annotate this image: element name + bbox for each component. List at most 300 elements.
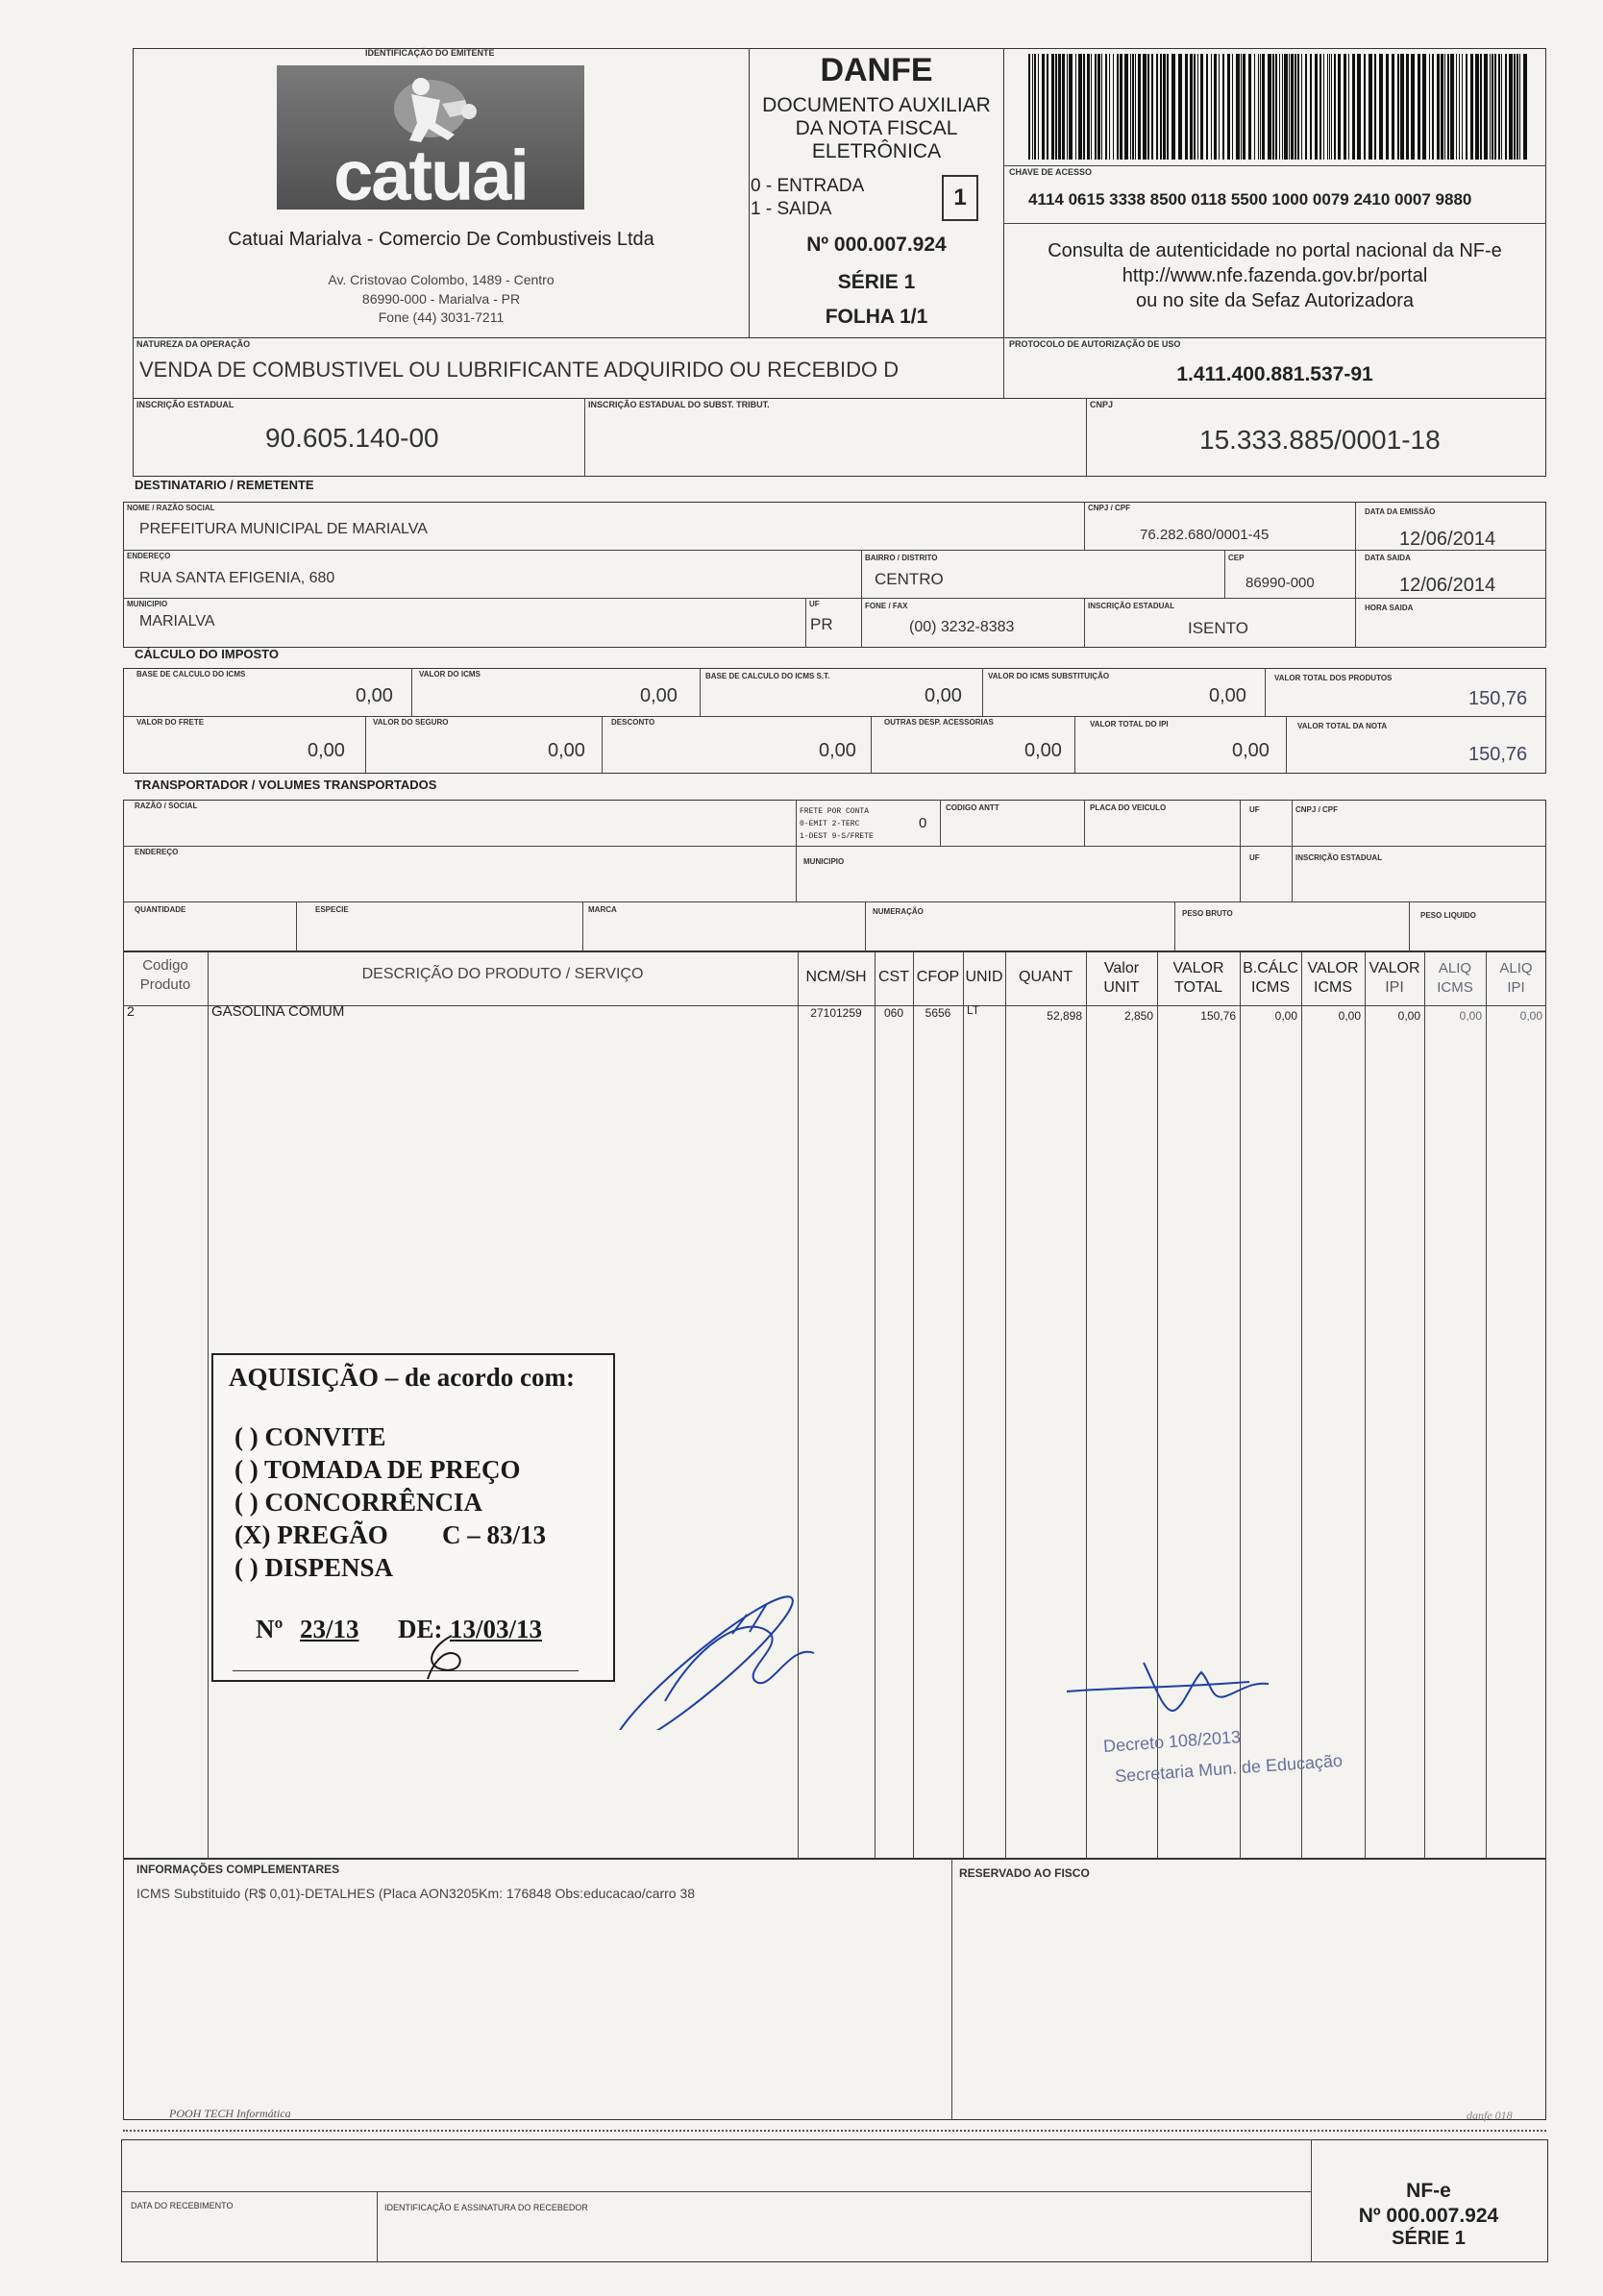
tr-v8	[865, 901, 866, 951]
barcode-bar	[1178, 54, 1182, 160]
barcode-bar	[1101, 54, 1102, 160]
h-bcalc-1: B.CÁLC	[1243, 960, 1298, 976]
barcode-bar	[1444, 54, 1445, 160]
ie-label: INSCRIÇÃO ESTADUAL	[136, 400, 234, 409]
barcode-bar	[1120, 54, 1122, 160]
tr-placa-label: PLACA DO VEICULO	[1090, 803, 1167, 812]
ie-subst-label: INSCRIÇÃO ESTADUAL DO SUBST. TRIBUT.	[588, 400, 770, 409]
logo-text: catuai	[333, 136, 528, 215]
row-codigo: 2	[127, 1003, 135, 1019]
stamp-de: DE:	[398, 1615, 443, 1643]
signature-2-icon	[1057, 1653, 1307, 1730]
total-nota: 150,76	[1468, 744, 1528, 765]
base-icms-label: BASE DE CALCULO DO ICMS	[136, 670, 246, 679]
ie-sep1	[584, 398, 585, 477]
barcode-bar	[1130, 54, 1131, 160]
barcode-bar	[1258, 54, 1259, 160]
barcode-bar	[1315, 54, 1318, 160]
row-vipi: 0,00	[1397, 1009, 1420, 1023]
row-vunit: 2,850	[1123, 1009, 1153, 1023]
barcode-bar	[1211, 54, 1212, 160]
dest-cep-label: CEP	[1228, 554, 1245, 562]
danfe-tipo: 1	[953, 185, 967, 210]
barcode-bar	[1151, 54, 1153, 160]
barcode-bar	[1105, 54, 1107, 160]
barcode-bar	[1406, 54, 1409, 160]
barcode-bar	[1484, 54, 1488, 160]
barcode-bar	[1219, 54, 1220, 160]
frete-label: VALOR DO FRETE	[136, 718, 205, 727]
h-vipi-1: VALOR	[1369, 960, 1420, 976]
consulta-3: ou no site da Sefaz Autorizadora	[1135, 290, 1415, 311]
valor-icms: 0,00	[640, 685, 678, 706]
dest-fone: (00) 3232-8383	[909, 619, 1015, 635]
base-st-label: BASE DE CALCULO DO ICMS S.T.	[705, 672, 830, 680]
barcode-bar	[1319, 54, 1321, 160]
barcode-bar	[1232, 54, 1233, 160]
barcode	[1028, 54, 1528, 160]
ie-value: 90.605.140-00	[265, 423, 439, 453]
barcode-bar	[1167, 54, 1169, 160]
barcode-bar	[1492, 54, 1493, 160]
barcode-bar	[1450, 54, 1454, 160]
imp-v1	[411, 668, 412, 716]
canhoto-v1	[377, 2191, 378, 2262]
barcode-bar	[1034, 54, 1036, 160]
tr-frete-3: 1-DEST 9-S/FRETE	[800, 832, 874, 841]
row-aicms: 0,00	[1459, 1009, 1482, 1023]
dest-hora-label: HORA SAIDA	[1365, 604, 1414, 612]
barcode-bar	[1028, 54, 1030, 160]
barcode-bar	[1091, 54, 1092, 160]
tr-h1	[123, 846, 1546, 847]
chave-label: CHAVE DE ACESSO	[1009, 167, 1093, 177]
emitente-address: Av. Cristovao Colombo, 1489 - Centro	[328, 272, 555, 287]
stamp-line-3: ( ) CONCORRÊNCIA	[234, 1488, 482, 1517]
h-bcalc-2: ICMS	[1251, 979, 1290, 996]
dest-ie-label: INSCRIÇÃO ESTADUAL	[1088, 602, 1175, 610]
tr-v10	[1409, 901, 1410, 951]
barcode-bar	[1429, 54, 1430, 160]
canhoto-data-label: DATA DO RECEBIMENTO	[131, 2201, 234, 2210]
tr-especie-label: ESPECIE	[315, 905, 349, 914]
barcode-bar	[1051, 54, 1054, 160]
dest-cnpj: 76.282.680/0001-45	[1140, 527, 1270, 543]
barcode-bar	[1519, 54, 1520, 160]
barcode-bar	[1459, 54, 1460, 160]
valor-st: 0,00	[1209, 685, 1246, 706]
tr-peso-bruto-label: PESO BRUTO	[1182, 909, 1233, 918]
stamp-line-4b: C – 83/13	[442, 1520, 546, 1549]
barcode-bar	[1494, 54, 1496, 160]
danfe-sub2: DA NOTA FISCAL	[795, 117, 958, 139]
emitente-phone: Fone (44) 3031-7211	[378, 309, 505, 325]
h-ncm: NCM/SH	[805, 969, 867, 985]
imp-v8	[1074, 716, 1075, 774]
barcode-bar	[1400, 54, 1404, 160]
signature-1-icon	[588, 1576, 1030, 1730]
row-cst: 060	[883, 1006, 904, 1020]
barcode-bar	[1327, 54, 1328, 160]
imp-v4	[1265, 668, 1266, 716]
canhoto-h	[121, 2191, 1311, 2192]
dest-v3	[861, 550, 862, 598]
chave-sep2	[1003, 223, 1546, 224]
barcode-bar	[1236, 54, 1240, 160]
dest-endereco-label: ENDEREÇO	[127, 552, 171, 560]
stamp-numero: 23/13	[300, 1615, 359, 1643]
barcode-bar	[1047, 54, 1048, 160]
barcode-bar	[1069, 54, 1073, 160]
imp-v6	[602, 716, 603, 774]
dest-h1	[123, 550, 1546, 551]
natureza-value: VENDA DE COMBUSTIVEL OU LUBRIFICANTE ADQUIRIDO OU RECEBIDO D	[139, 358, 900, 382]
barcode-bar	[1297, 54, 1299, 160]
barcode-bar	[1364, 54, 1366, 160]
barcode-bar	[1301, 54, 1302, 160]
outras-label: OUTRAS DESP. ACESSORIAS	[884, 718, 994, 727]
barcode-bar	[1083, 54, 1085, 160]
tr-endereco-label: ENDEREÇO	[135, 848, 179, 856]
total-nota-label: VALOR TOTAL DA NOTA	[1297, 722, 1388, 730]
imp-v3	[982, 668, 983, 716]
tr-v4	[1240, 800, 1241, 901]
canhoto-numero: Nº 000.007.924	[1358, 2205, 1499, 2227]
h-vipi-2: IPI	[1385, 979, 1404, 996]
dest-v5	[805, 598, 806, 648]
barcode-bar	[1222, 54, 1224, 160]
stamp-line-2: ( ) TOMADA DE PREÇO	[234, 1455, 521, 1484]
emitente-label: IDENTIFICAÇÃO DO EMITENTE	[365, 48, 495, 58]
tr-cnpj-label: CNPJ / CPF	[1295, 805, 1339, 814]
danfe-sub3: ELETRÔNICA	[811, 140, 942, 162]
imp-v2	[700, 668, 701, 716]
tr-uf-label: UF	[1249, 805, 1260, 814]
seguro: 0,00	[548, 740, 585, 761]
h-descricao: DESCRIÇÃO DO PRODUTO / SERVIÇO	[361, 966, 644, 982]
danfe-entrada: 0 - ENTRADA	[751, 176, 865, 196]
catuai-logo	[277, 65, 584, 215]
h-quant: QUANT	[1019, 969, 1073, 985]
row-descricao: GASOLINA COMUM	[211, 1003, 345, 1020]
info-sep	[951, 1859, 952, 2120]
barcode-bar	[1275, 54, 1277, 160]
danfe-folha: FOLHA 1/1	[825, 306, 928, 328]
barcode-bar	[1338, 54, 1341, 160]
barcode-bar	[1087, 54, 1090, 160]
stamp-numero-prefix: Nº	[256, 1615, 284, 1643]
row-vicms: 0,00	[1338, 1009, 1361, 1023]
barcode-bar	[1243, 54, 1245, 160]
col-sep-11	[1365, 951, 1366, 1859]
h-codigo-2: Produto	[139, 976, 191, 993]
consulta-2: http://www.nfe.fazenda.gov.br/portal	[1122, 265, 1428, 286]
info-label: INFORMAÇÕES COMPLEMENTARES	[136, 1863, 340, 1876]
row-quant: 52,898	[1047, 1009, 1082, 1023]
tr-peso-liquido-label: PESO LIQUIDO	[1420, 911, 1476, 920]
signature-icon	[288, 1626, 500, 1684]
barcode-bar	[1124, 54, 1128, 160]
barcode-bar	[1310, 54, 1312, 160]
dest-nome-label: NOME / RAZÃO SOCIAL	[127, 504, 215, 512]
h-vunit-2: UNIT	[1103, 979, 1140, 996]
row-ncm: 27101259	[810, 1006, 862, 1020]
imp-h1	[123, 716, 1546, 717]
chave-sep	[1003, 165, 1546, 166]
tr-v5	[1292, 800, 1293, 901]
valor-st-label: VALOR DO ICMS SUBSTITUIÇÃO	[988, 672, 1110, 680]
barcode-bar	[1078, 54, 1082, 160]
tr-v7	[582, 901, 583, 951]
barcode-bar	[1422, 54, 1426, 160]
tr-v6	[296, 901, 297, 951]
barcode-bar	[1197, 54, 1198, 160]
consulta-1: Consulta de autenticidade no portal nacional da NF-e	[1048, 240, 1502, 261]
dest-ie: ISENTO	[1188, 619, 1248, 637]
barcode-bar	[1498, 54, 1500, 160]
danfe-tipo-box	[942, 175, 978, 221]
tr-frete-value: 0	[919, 815, 927, 831]
barcode-bar	[1462, 54, 1463, 160]
h-codigo-1: Codigo	[142, 957, 188, 974]
canhoto-serie: SÉRIE 1	[1392, 2228, 1466, 2249]
barcode-bar	[1517, 54, 1518, 160]
barcode-bar	[1200, 54, 1203, 160]
barcode-bar	[1262, 54, 1265, 160]
barcode-bar	[1441, 54, 1443, 160]
chave-value: 4114 0615 3338 8500 0118 5500 1000 0079 2410 0007 9880	[1028, 190, 1472, 209]
barcode-bar	[1305, 54, 1307, 160]
barcode-bar	[1156, 54, 1158, 160]
barcode-bar	[1369, 54, 1372, 160]
barcode-bar	[1248, 54, 1251, 160]
barcode-bar	[1331, 54, 1332, 160]
barcode-bar	[1055, 54, 1057, 160]
barcode-bar	[1254, 54, 1255, 160]
dest-uf: PR	[810, 615, 833, 633]
ie-sep2	[1086, 398, 1087, 477]
barcode-bar	[1392, 54, 1394, 160]
barcode-bar	[1042, 54, 1045, 160]
desconto-label: DESCONTO	[611, 718, 655, 727]
tr-marca-label: MARCA	[588, 905, 617, 914]
dest-saida: 12/06/2014	[1399, 575, 1496, 596]
outras: 0,00	[1024, 740, 1062, 761]
barcode-bar	[1418, 54, 1420, 160]
canhoto-nfe: NF-e	[1406, 2180, 1451, 2202]
tr-v1	[796, 800, 797, 901]
total-prod-label: VALOR TOTAL DOS PRODUTOS	[1274, 674, 1393, 682]
stamp-line-4: (X) PREGÃO	[234, 1520, 388, 1549]
h-unid: UNID	[965, 969, 1003, 985]
stamp2-line-2: Secretaria Mun. de Educação	[1114, 1750, 1344, 1787]
dest-v1	[1084, 502, 1085, 550]
tr-v2	[940, 800, 941, 846]
col-sep-12	[1424, 951, 1425, 1859]
barcode-bar	[1279, 54, 1280, 160]
ipi: 0,00	[1232, 740, 1270, 761]
ipi-label: VALOR TOTAL DO IPI	[1090, 720, 1169, 728]
danfe-title: DANFE	[820, 52, 933, 88]
h-aipi-2: IPI	[1507, 979, 1525, 996]
barcode-bar	[1206, 54, 1208, 160]
dest-v7	[1084, 598, 1085, 648]
fisco-label: RESERVADO AO FISCO	[959, 1866, 1090, 1880]
barcode-bar	[1160, 54, 1162, 160]
barcode-bar	[1329, 54, 1330, 160]
dest-v2	[1355, 502, 1356, 648]
tr-razao-label: RAZÃO / SOCIAL	[135, 802, 198, 810]
barcode-bar	[1143, 54, 1147, 160]
barcode-bar	[1291, 54, 1294, 160]
barcode-bar	[1523, 54, 1527, 160]
row-vtotal: 150,76	[1200, 1009, 1236, 1023]
barcode-bar	[1282, 54, 1283, 160]
barcode-bar	[1038, 54, 1039, 160]
barcode-bar	[1138, 54, 1141, 160]
row-bcalc: 0,00	[1274, 1009, 1297, 1023]
imp-v9	[1286, 716, 1287, 774]
barcode-bar	[1374, 54, 1376, 160]
desconto: 0,00	[819, 740, 856, 761]
emitente-name: Catuai Marialva - Comercio De Combustiveis Ltda	[228, 229, 654, 250]
h-aipi-1: ALIQ	[1499, 960, 1533, 976]
barcode-bar	[1466, 54, 1467, 160]
tr-frete-2: 0-EMIT 2-TERC	[800, 820, 860, 828]
h-vunit-1: Valor	[1103, 960, 1140, 976]
tr-ie-label: INSCRIÇÃO ESTADUAL	[1295, 853, 1383, 862]
barcode-bar	[1289, 54, 1290, 160]
stamp-data: 13/03/13	[450, 1615, 543, 1643]
barcode-bar	[1357, 54, 1361, 160]
tr-antt-label: CODIGO ANTT	[946, 803, 999, 812]
footer-right: danfe 018	[1467, 2109, 1513, 2122]
barcode-bar	[1397, 54, 1399, 160]
base-st: 0,00	[925, 685, 962, 706]
cnpj-value: 15.333.885/0001-18	[1199, 425, 1441, 455]
barcode-bar	[1379, 54, 1383, 160]
h-cfop: CFOP	[916, 969, 960, 985]
tr-municipio-label: MUNICIPIO	[803, 857, 845, 866]
col-sep-1	[208, 951, 209, 1859]
frete: 0,00	[308, 740, 345, 761]
emitente-cep: 86990-000 - Marialva - PR	[361, 291, 521, 307]
dest-nome: PREFEITURA MUNICIPAL DE MARIALVA	[139, 521, 428, 537]
barcode-bar	[1447, 54, 1449, 160]
tr-quantidade-label: QUANTIDADE	[135, 905, 186, 914]
barcode-bar	[1095, 54, 1097, 160]
barcode-bar	[1470, 54, 1473, 160]
stamp2-line-1: Decreto 108/2013	[1102, 1727, 1242, 1756]
dest-cnpj-label: CNPJ / CPF	[1088, 504, 1131, 512]
barcode-bar	[1067, 54, 1068, 160]
imposto-section: CÁLCULO DO IMPOSTO	[135, 647, 279, 661]
barcode-bar	[1334, 54, 1336, 160]
barcode-bar	[1097, 54, 1100, 160]
barcode-bar	[1386, 54, 1389, 160]
barcode-bar	[1075, 54, 1076, 160]
dest-bairro: CENTRO	[875, 570, 944, 588]
barcode-bar	[1432, 54, 1434, 160]
barcode-bar	[1323, 54, 1324, 160]
barcode-bar	[1514, 54, 1516, 160]
tr-numeracao-label: NUMERAÇÃO	[873, 907, 924, 916]
dest-emissao-label: DATA DA EMISSÃO	[1365, 507, 1436, 516]
info-value: ICMS Substituido (R$ 0,01)-DETALHES (Placa AON3205Km: 176848 Obs:educacao/carro 38	[136, 1886, 696, 1901]
stamp-line-5: ( ) DISPENSA	[234, 1553, 394, 1582]
dest-h2	[123, 598, 1546, 599]
dest-endereco: RUA SANTA EFIGENIA, 680	[139, 570, 335, 586]
barcode-bar	[1214, 54, 1217, 160]
barcode-bar	[1295, 54, 1296, 160]
barcode-bar	[1344, 54, 1346, 160]
barcode-bar	[1135, 54, 1136, 160]
barcode-bar	[1501, 54, 1502, 160]
protocolo-label: PROTOCOLO DE AUTORIZAÇÃO DE USO	[1009, 339, 1181, 349]
barcode-bar	[1113, 54, 1114, 160]
barcode-bar	[1475, 54, 1479, 160]
h-vicms-1: VALOR	[1307, 960, 1359, 976]
destinatario-section: DESTINATARIO / REMETENTE	[135, 478, 314, 492]
col-sep-13	[1486, 951, 1487, 1859]
danfe-sub1: DOCUMENTO AUXILIAR	[762, 94, 991, 116]
barcode-bar	[1268, 54, 1271, 160]
barcode-bar	[1352, 54, 1355, 160]
barcode-bar	[1132, 54, 1134, 160]
dest-municipio: MARIALVA	[139, 613, 215, 630]
barcode-bar	[1272, 54, 1274, 160]
cnpj-label: CNPJ	[1090, 400, 1114, 409]
barcode-bar	[1437, 54, 1440, 160]
h-vicms-2: ICMS	[1314, 979, 1352, 996]
danfe-saida: 1 - SAIDA	[751, 199, 832, 219]
dest-bairro-label: BAIRRO / DISTRITO	[865, 554, 938, 562]
row-cfop: 5656	[925, 1006, 951, 1020]
imp-v5	[365, 716, 366, 774]
barcode-bar	[1163, 54, 1166, 160]
canhoto-ident-label: IDENTIFICAÇÃO E ASSINATURA DO RECEBEDOR	[384, 2203, 588, 2212]
barcode-bar	[1490, 54, 1491, 160]
barcode-bar	[1456, 54, 1457, 160]
dest-v6	[861, 598, 862, 648]
h-vtotal-1: VALOR	[1172, 960, 1224, 976]
tr-h2	[123, 901, 1546, 902]
dest-uf-label: UF	[809, 600, 820, 608]
imp-v7	[871, 716, 872, 774]
row-aipi: 0,00	[1519, 1009, 1542, 1023]
cut-line	[123, 2130, 1546, 2132]
barcode-bar	[1185, 54, 1188, 160]
dest-fone-label: FONE / FAX	[865, 602, 908, 610]
danfe-serie: SÉRIE 1	[837, 271, 916, 293]
barcode-bar	[1147, 54, 1149, 160]
danfe-numero: Nº 000.007.924	[806, 234, 947, 256]
row-unid: LT	[967, 1003, 980, 1017]
barcode-bar	[1227, 54, 1230, 160]
protocolo-value: 1.411.400.881.537-91	[1176, 363, 1373, 385]
barcode-bar	[1241, 54, 1242, 160]
barcode-bar	[1171, 54, 1175, 160]
stamp-title: AQUISIÇÃO – de acordo com:	[229, 1363, 575, 1392]
barcode-bar	[1190, 54, 1193, 160]
tr-frete-1: FRETE POR CONTA	[800, 807, 870, 816]
tr-uf2-label: UF	[1249, 853, 1260, 862]
dest-saida-label: DATA SAIDA	[1365, 554, 1411, 562]
barcode-bar	[1411, 54, 1415, 160]
barcode-bar	[1117, 54, 1119, 160]
barcode-bar	[1194, 54, 1196, 160]
stamp-line-1: ( ) CONVITE	[234, 1422, 386, 1451]
